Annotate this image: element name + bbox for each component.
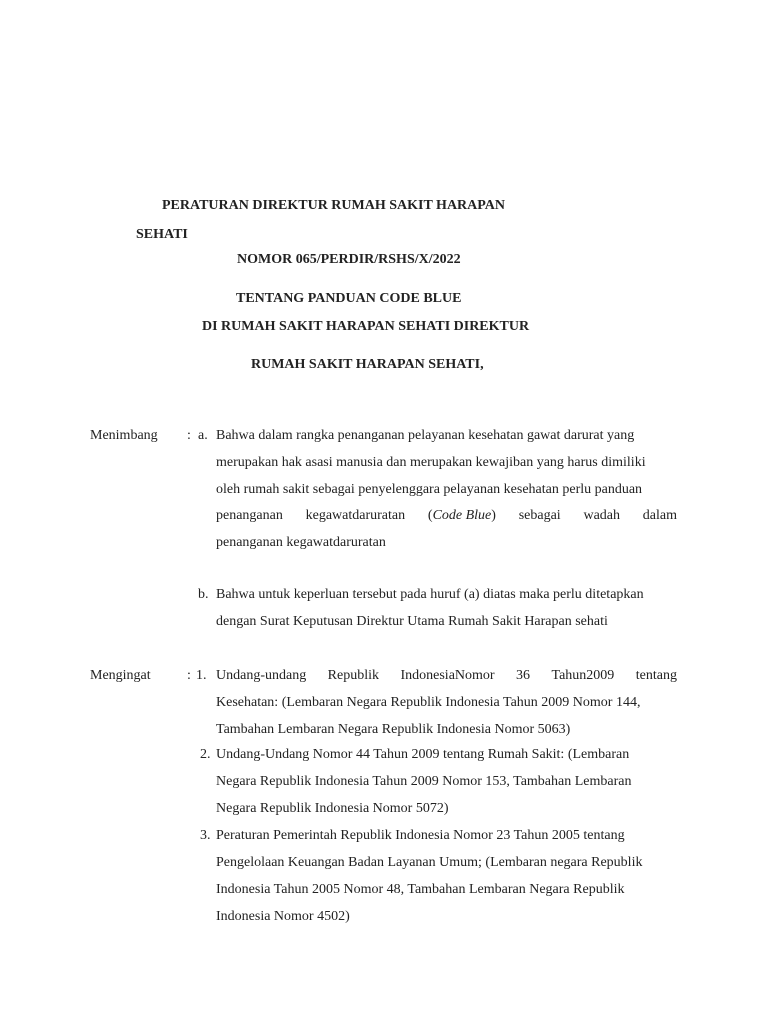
menimbang-b-line1: Bahwa untuk keperluan tersebut pada huruf (a) diatas maka perlu ditetapkan — [216, 587, 644, 602]
document-number: NOMOR 065/PERDIR/RSHS/X/2022 — [237, 252, 461, 267]
mengingat-2-line3: Negara Republik Indonesia Nomor 5072) — [216, 801, 449, 816]
mengingat-3-line4: Indonesia Nomor 4502) — [216, 909, 350, 924]
menimbang-a-line1: Bahwa dalam rangka penanganan pelayanan kesehatan gawat darurat yang — [216, 428, 635, 443]
mengingat-marker-1: 1. — [196, 668, 207, 683]
menimbang-marker-a: a. — [198, 428, 208, 443]
mengingat-1-line2: Kesehatan: (Lembaran Negara Republik Indonesia Tahun 2009 Nomor 144, — [216, 695, 641, 710]
word: kegawatdaruratan — [305, 508, 406, 523]
mengingat-2-line1: Undang-Undang Nomor 44 Tahun 2009 tentang Rumah Sakit: (Lembaran — [216, 747, 630, 762]
mengingat-3-line3: Indonesia Tahun 2005 Nomor 48, Tambahan Lembaran Negara Republik — [216, 882, 625, 897]
mengingat-label: Mengingat — [90, 668, 151, 683]
word: sebagai — [518, 508, 561, 523]
menimbang-a-line4 — [216, 507, 677, 525]
paren-close: ) — [491, 508, 496, 523]
mengingat-1-line1 — [216, 667, 677, 685]
word: Undang-undang — [216, 668, 307, 683]
menimbang-a-line5: penanganan kegawatdaruratan — [216, 535, 386, 550]
word: Republik — [327, 668, 380, 683]
word: wadah — [583, 508, 621, 523]
paren-open: ( — [427, 508, 433, 523]
mengingat-1-line3: Tambahan Lembaran Negara Republik Indonesia Nomor 5063) — [216, 722, 571, 737]
mengingat-3-line2: Pengelolaan Keuangan Badan Layanan Umum; (Lembaran negara Republik — [216, 855, 643, 870]
mengingat-colon: : — [187, 668, 191, 683]
subject-heading-line3: RUMAH SAKIT HARAPAN SEHATI, — [251, 357, 484, 372]
word: penanganan — [216, 508, 283, 523]
menimbang-a-line2: merupakan hak asasi manusia dan merupakan kewajiban yang harus dimiliki — [216, 455, 646, 470]
word: IndonesiaNomor — [400, 668, 495, 683]
code-blue-term — [428, 507, 496, 525]
subject-heading-line2: DI RUMAH SAKIT HARAPAN SEHATI DIREKTUR — [202, 319, 530, 334]
document-title: PERATURAN DIREKTUR RUMAH SAKIT HARAPAN — [162, 198, 506, 213]
word: Tahun2009 — [551, 668, 615, 683]
mengingat-marker-2: 2. — [200, 747, 211, 762]
word: 36 — [516, 668, 531, 683]
word: dalam — [642, 508, 677, 523]
mengingat-2-line2: Negara Republik Indonesia Tahun 2009 Nomor 153, Tambahan Lembaran — [216, 774, 632, 789]
mengingat-3-line1: Peraturan Pemerintah Republik Indonesia Nomor 23 Tahun 2005 tentang — [216, 828, 625, 843]
menimbang-a-line3: oleh rumah sakit sebagai penyelenggara pelayanan kesehatan perlu panduan — [216, 482, 643, 497]
mengingat-marker-3: 3. — [200, 828, 211, 843]
menimbang-label: Menimbang — [90, 428, 158, 443]
word: tentang — [635, 668, 677, 683]
document-title-continued: SEHATI — [136, 227, 188, 242]
menimbang-marker-b: b. — [198, 587, 209, 602]
code-blue-italic: Code Blue — [432, 508, 492, 523]
subject-heading: TENTANG PANDUAN CODE BLUE — [236, 291, 462, 306]
menimbang-b-line2: dengan Surat Keputusan Direktur Utama Rumah Sakit Harapan sehati — [216, 614, 608, 629]
menimbang-colon: : — [187, 428, 191, 443]
